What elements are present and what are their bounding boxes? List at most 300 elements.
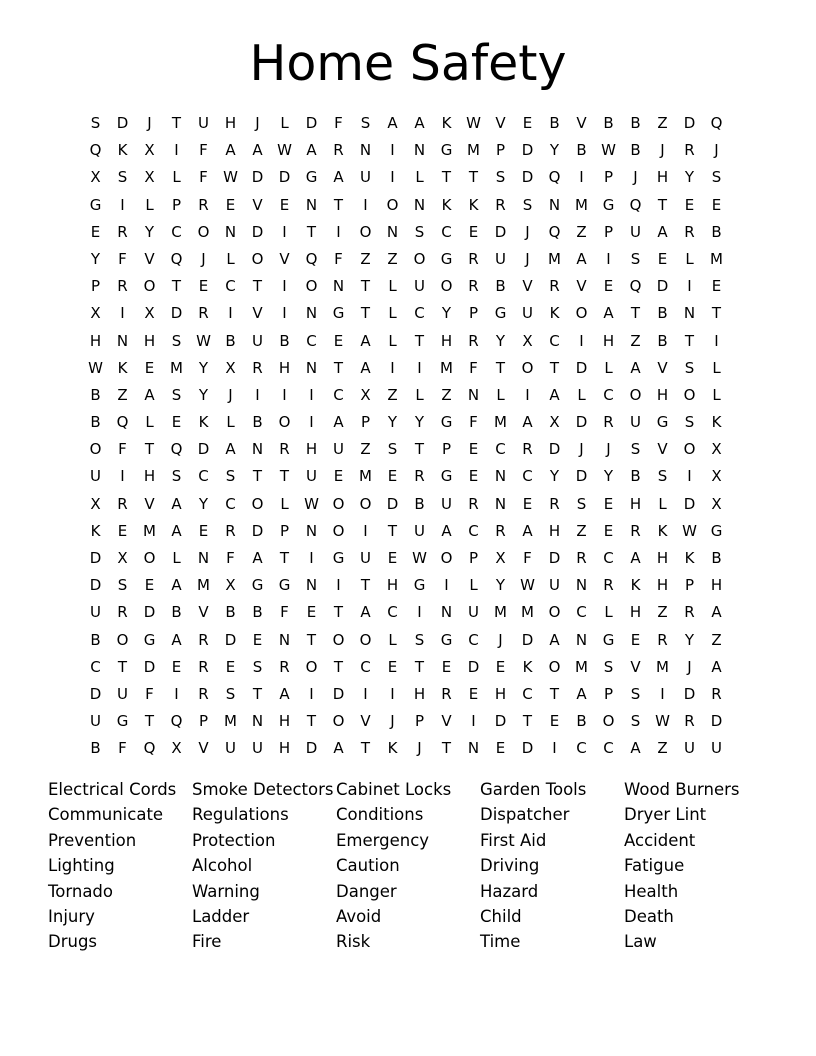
grid-letter[interactable]: K [630, 576, 641, 595]
grid-letter[interactable]: A [630, 739, 641, 758]
grid-letter[interactable]: S [684, 413, 695, 432]
grid-letter[interactable]: B [90, 385, 101, 404]
grid-letter[interactable]: V [576, 277, 587, 296]
grid-letter[interactable]: D [710, 712, 723, 731]
grid-letter[interactable]: E [441, 657, 452, 676]
grid-letter[interactable]: D [386, 494, 399, 513]
grid-letter[interactable]: A [387, 114, 398, 132]
grid-letter[interactable]: H [629, 603, 642, 622]
grid-letter[interactable]: K [90, 521, 101, 540]
grid-letter[interactable]: G [602, 195, 615, 214]
grid-letter[interactable]: X [117, 549, 128, 567]
grid-letter[interactable]: C [387, 603, 398, 622]
grid-letter[interactable]: F [118, 440, 127, 459]
grid-letter[interactable]: A [711, 603, 722, 622]
grid-letter[interactable]: I [309, 413, 314, 432]
grid-letter[interactable]: J [687, 657, 692, 676]
grid-letter[interactable]: S [387, 440, 398, 459]
grid-letter[interactable]: X [360, 385, 371, 404]
grid-letter[interactable]: V [279, 249, 290, 268]
grid-letter[interactable]: B [90, 630, 101, 649]
grid-letter[interactable]: L [388, 331, 397, 350]
grid-letter[interactable]: G [89, 195, 102, 214]
grid-letter[interactable]: E [468, 440, 479, 459]
grid-letter[interactable]: F [523, 549, 532, 567]
grid-letter[interactable]: F [199, 141, 208, 160]
grid-letter[interactable]: E [522, 114, 533, 132]
grid-letter[interactable]: H [656, 168, 669, 187]
grid-letter[interactable]: M [494, 413, 507, 432]
grid-letter[interactable]: T [171, 114, 182, 132]
grid-letter[interactable]: D [251, 168, 264, 187]
grid-letter[interactable]: Z [117, 385, 128, 404]
grid-letter[interactable]: H [440, 331, 453, 350]
grid-letter[interactable]: X [144, 141, 155, 160]
grid-letter[interactable]: X [90, 304, 101, 323]
grid-letter[interactable]: D [521, 739, 534, 758]
grid-letter[interactable]: B [225, 331, 236, 350]
grid-letter[interactable]: I [552, 739, 557, 758]
grid-letter[interactable]: T [333, 358, 344, 377]
grid-letter[interactable]: N [305, 521, 318, 540]
grid-letter[interactable]: J [633, 168, 638, 187]
grid-letter[interactable]: T [360, 576, 371, 595]
grid-letter[interactable]: P [468, 304, 479, 323]
grid-letter[interactable]: P [603, 684, 614, 703]
grid-letter[interactable]: D [143, 603, 156, 622]
grid-letter[interactable]: W [223, 168, 238, 187]
grid-letter[interactable]: F [334, 249, 343, 268]
grid-letter[interactable]: K [117, 358, 128, 377]
grid-letter[interactable]: I [120, 195, 125, 214]
grid-letter[interactable]: H [494, 684, 507, 703]
grid-letter[interactable]: V [495, 114, 506, 132]
grid-letter[interactable]: M [548, 249, 561, 268]
grid-letter[interactable]: L [577, 385, 586, 404]
grid-letter[interactable]: D [683, 114, 696, 132]
grid-letter[interactable]: G [305, 168, 318, 187]
grid-letter[interactable]: F [469, 358, 478, 377]
grid-letter[interactable]: Y [684, 630, 695, 649]
grid-letter[interactable]: O [332, 521, 345, 540]
grid-letter[interactable]: O [251, 494, 264, 513]
grid-letter[interactable]: K [117, 141, 128, 160]
grid-letter[interactable]: C [495, 440, 506, 459]
grid-letter[interactable]: X [495, 549, 506, 567]
grid-letter[interactable]: Y [198, 385, 209, 404]
grid-letter[interactable]: M [521, 603, 534, 622]
grid-letter[interactable]: P [414, 712, 425, 731]
grid-letter[interactable]: L [469, 576, 478, 595]
grid-letter[interactable]: I [579, 168, 584, 187]
grid-letter[interactable]: A [360, 358, 371, 377]
grid-letter[interactable]: O [386, 195, 399, 214]
grid-letter[interactable]: X [171, 739, 182, 758]
grid-letter[interactable]: W [601, 141, 616, 160]
grid-letter[interactable]: E [90, 222, 101, 241]
grid-letter[interactable]: U [522, 304, 533, 323]
grid-letter[interactable]: X [549, 413, 560, 432]
grid-letter[interactable]: D [305, 114, 318, 132]
grid-letter[interactable]: K [522, 657, 533, 676]
grid-letter[interactable]: D [278, 168, 291, 187]
grid-letter[interactable]: I [120, 467, 125, 486]
grid-letter[interactable]: B [171, 603, 182, 622]
grid-letter[interactable]: I [390, 168, 395, 187]
grid-letter[interactable]: O [575, 304, 588, 323]
grid-letter[interactable]: L [226, 413, 235, 432]
grid-letter[interactable]: V [576, 114, 587, 132]
grid-letter[interactable]: I [390, 358, 395, 377]
grid-letter[interactable]: V [198, 603, 209, 622]
grid-letter[interactable]: L [604, 358, 613, 377]
grid-letter[interactable]: D [575, 358, 588, 377]
grid-letter[interactable]: T [684, 331, 695, 350]
grid-letter[interactable]: A [306, 141, 317, 160]
grid-letter[interactable]: T [630, 304, 641, 323]
grid-letter[interactable]: M [197, 576, 210, 595]
grid-letter[interactable]: D [332, 684, 345, 703]
grid-letter[interactable]: T [414, 657, 425, 676]
grid-letter[interactable]: D [521, 630, 534, 649]
grid-letter[interactable]: N [413, 195, 426, 214]
grid-letter[interactable]: H [386, 576, 399, 595]
grid-letter[interactable]: X [711, 467, 722, 486]
grid-letter[interactable]: H [89, 331, 102, 350]
grid-letter[interactable]: R [468, 494, 479, 513]
grid-letter[interactable]: E [252, 630, 263, 649]
grid-letter[interactable]: T [144, 440, 155, 459]
grid-letter[interactable]: G [656, 413, 669, 432]
grid-letter[interactable]: Q [629, 195, 642, 214]
grid-letter[interactable]: B [495, 277, 506, 296]
grid-letter[interactable]: E [198, 277, 209, 296]
grid-letter[interactable]: Y [441, 304, 452, 323]
grid-letter[interactable]: G [440, 413, 453, 432]
grid-letter[interactable]: B [711, 222, 722, 241]
grid-letter[interactable]: L [145, 413, 154, 432]
grid-letter[interactable]: A [576, 684, 587, 703]
grid-letter[interactable]: N [278, 630, 291, 649]
grid-letter[interactable]: Q [170, 440, 183, 459]
grid-letter[interactable]: I [444, 576, 449, 595]
grid-letter[interactable]: N [197, 549, 210, 567]
grid-letter[interactable]: S [630, 249, 641, 268]
grid-letter[interactable]: B [711, 549, 722, 567]
grid-letter[interactable]: Q [548, 168, 561, 187]
grid-letter[interactable]: H [143, 331, 156, 350]
grid-letter[interactable]: D [197, 440, 210, 459]
grid-letter[interactable]: V [441, 712, 452, 731]
grid-letter[interactable]: P [441, 440, 452, 459]
grid-letter[interactable]: C [576, 603, 587, 622]
grid-letter[interactable]: D [494, 222, 507, 241]
grid-letter[interactable]: R [117, 222, 128, 241]
grid-letter[interactable]: V [630, 657, 641, 676]
grid-letter[interactable]: C [90, 657, 101, 676]
grid-letter[interactable]: O [143, 277, 156, 296]
grid-letter[interactable]: R [495, 195, 506, 214]
grid-letter[interactable]: I [282, 385, 287, 404]
grid-letter[interactable]: Q [629, 277, 642, 296]
grid-letter[interactable]: M [575, 195, 588, 214]
grid-letter[interactable]: N [305, 358, 318, 377]
grid-letter[interactable]: U [414, 277, 425, 296]
grid-letter[interactable]: B [414, 494, 425, 513]
grid-letter[interactable]: R [117, 494, 128, 513]
grid-letter[interactable]: I [282, 222, 287, 241]
grid-letter[interactable]: A [333, 168, 344, 187]
grid-letter[interactable]: Q [548, 222, 561, 241]
grid-letter[interactable]: E [711, 277, 722, 296]
grid-letter[interactable]: E [171, 413, 182, 432]
grid-letter[interactable]: J [579, 440, 584, 459]
grid-letter[interactable]: A [441, 521, 452, 540]
grid-letter[interactable]: V [657, 440, 668, 459]
grid-letter[interactable]: I [687, 277, 692, 296]
grid-letter[interactable]: U [414, 521, 425, 540]
grid-letter[interactable]: T [441, 739, 452, 758]
grid-letter[interactable]: I [687, 467, 692, 486]
grid-letter[interactable]: A [522, 413, 533, 432]
grid-letter[interactable]: M [359, 467, 372, 486]
grid-letter[interactable]: I [363, 195, 368, 214]
grid-letter[interactable]: L [712, 358, 721, 377]
grid-letter[interactable]: B [630, 467, 641, 486]
grid-letter[interactable]: I [525, 385, 530, 404]
grid-letter[interactable]: I [606, 249, 611, 268]
grid-letter[interactable]: Q [170, 249, 183, 268]
grid-letter[interactable]: I [174, 684, 179, 703]
grid-letter[interactable]: J [525, 249, 530, 268]
grid-letter[interactable]: R [198, 657, 209, 676]
grid-letter[interactable]: N [548, 195, 561, 214]
grid-letter[interactable]: Z [657, 603, 668, 622]
grid-letter[interactable]: T [495, 358, 506, 377]
grid-letter[interactable]: A [360, 603, 371, 622]
grid-letter[interactable]: L [712, 385, 721, 404]
grid-letter[interactable]: E [630, 630, 641, 649]
grid-letter[interactable]: O [116, 630, 129, 649]
grid-letter[interactable]: A [360, 331, 371, 350]
grid-letter[interactable]: A [630, 358, 641, 377]
grid-letter[interactable]: T [549, 358, 560, 377]
grid-letter[interactable]: U [468, 603, 479, 622]
grid-letter[interactable]: R [684, 712, 695, 731]
grid-letter[interactable]: B [252, 413, 263, 432]
grid-letter[interactable]: B [90, 739, 101, 758]
grid-letter[interactable]: T [333, 603, 344, 622]
grid-letter[interactable]: R [333, 141, 344, 160]
grid-letter[interactable]: F [145, 684, 154, 703]
grid-letter[interactable]: V [144, 249, 155, 268]
grid-letter[interactable]: S [117, 576, 128, 595]
grid-letter[interactable]: S [630, 684, 641, 703]
grid-letter[interactable]: R [198, 684, 209, 703]
grid-letter[interactable]: N [224, 222, 237, 241]
grid-letter[interactable]: M [575, 657, 588, 676]
grid-letter[interactable]: C [576, 739, 587, 758]
grid-letter[interactable]: T [522, 712, 533, 731]
grid-letter[interactable]: O [602, 712, 615, 731]
grid-letter[interactable]: S [576, 494, 587, 513]
grid-letter[interactable]: R [468, 277, 479, 296]
grid-letter[interactable]: E [522, 494, 533, 513]
grid-letter[interactable]: R [198, 195, 209, 214]
grid-letter[interactable]: U [495, 249, 506, 268]
grid-letter[interactable]: L [604, 603, 613, 622]
grid-letter[interactable]: R [198, 630, 209, 649]
grid-letter[interactable]: O [278, 413, 291, 432]
grid-letter[interactable]: C [198, 467, 209, 486]
grid-letter[interactable]: H [278, 739, 291, 758]
grid-letter[interactable]: N [413, 141, 426, 160]
grid-letter[interactable]: U [441, 494, 452, 513]
grid-letter[interactable]: H [278, 712, 291, 731]
grid-letter[interactable]: C [225, 277, 236, 296]
grid-letter[interactable]: A [252, 141, 263, 160]
grid-letter[interactable]: G [332, 549, 345, 567]
grid-letter[interactable]: Y [198, 494, 209, 513]
grid-letter[interactable]: W [412, 549, 427, 567]
grid-letter[interactable]: O [359, 494, 372, 513]
grid-letter[interactable]: S [657, 467, 668, 486]
grid-letter[interactable]: E [549, 712, 560, 731]
grid-letter[interactable]: E [306, 603, 317, 622]
grid-letter[interactable]: T [360, 304, 371, 323]
grid-letter[interactable]: R [198, 304, 209, 323]
grid-letter[interactable]: H [710, 576, 723, 595]
grid-letter[interactable]: U [333, 440, 344, 459]
grid-letter[interactable]: E [495, 657, 506, 676]
grid-letter[interactable]: Q [89, 141, 102, 160]
grid-letter[interactable]: S [711, 168, 722, 187]
grid-letter[interactable]: Q [710, 114, 723, 132]
grid-letter[interactable]: E [603, 494, 614, 513]
grid-letter[interactable]: T [144, 712, 155, 731]
grid-letter[interactable]: S [171, 467, 182, 486]
grid-letter[interactable]: T [252, 684, 263, 703]
grid-letter[interactable]: G [440, 630, 453, 649]
grid-letter[interactable]: H [656, 549, 669, 567]
grid-letter[interactable]: I [714, 331, 719, 350]
grid-letter[interactable]: U [630, 222, 641, 241]
grid-letter[interactable]: S [630, 712, 641, 731]
grid-letter[interactable]: S [252, 657, 263, 676]
grid-letter[interactable]: I [336, 576, 341, 595]
grid-letter[interactable]: O [332, 630, 345, 649]
grid-letter[interactable]: R [279, 440, 290, 459]
grid-letter[interactable]: G [332, 304, 345, 323]
grid-letter[interactable]: G [278, 576, 291, 595]
grid-letter[interactable]: G [440, 249, 453, 268]
grid-letter[interactable]: T [711, 304, 722, 323]
grid-letter[interactable]: Z [657, 114, 668, 132]
grid-letter[interactable]: P [603, 168, 614, 187]
grid-letter[interactable]: H [305, 440, 318, 459]
grid-letter[interactable]: T [306, 712, 317, 731]
grid-letter[interactable]: Y [495, 576, 506, 595]
grid-letter[interactable]: X [144, 304, 155, 323]
grid-letter[interactable]: D [656, 277, 669, 296]
grid-letter[interactable]: U [684, 739, 695, 758]
grid-letter[interactable]: A [657, 222, 668, 241]
grid-letter[interactable]: N [332, 277, 345, 296]
grid-letter[interactable]: R [576, 549, 587, 567]
grid-letter[interactable]: N [494, 467, 507, 486]
grid-letter[interactable]: O [143, 549, 156, 567]
grid-letter[interactable]: M [494, 603, 507, 622]
grid-letter[interactable]: D [521, 141, 534, 160]
grid-letter[interactable]: I [309, 684, 314, 703]
grid-letter[interactable]: K [711, 413, 722, 432]
grid-letter[interactable]: L [280, 494, 289, 513]
grid-letter[interactable]: D [224, 630, 237, 649]
grid-letter[interactable]: S [495, 168, 506, 187]
grid-letter[interactable]: R [684, 141, 695, 160]
grid-letter[interactable]: R [684, 603, 695, 622]
grid-letter[interactable]: Z [711, 630, 722, 649]
grid-letter[interactable]: S [225, 684, 236, 703]
grid-letter[interactable]: L [280, 114, 289, 132]
grid-letter[interactable]: F [118, 249, 127, 268]
grid-letter[interactable]: A [603, 304, 614, 323]
grid-letter[interactable]: D [521, 168, 534, 187]
grid-letter[interactable]: F [226, 549, 235, 567]
grid-letter[interactable]: Z [387, 385, 398, 404]
grid-letter[interactable]: B [603, 114, 614, 132]
grid-letter[interactable]: U [711, 739, 722, 758]
grid-letter[interactable]: I [390, 684, 395, 703]
grid-letter[interactable]: M [656, 657, 669, 676]
grid-letter[interactable]: R [117, 603, 128, 622]
grid-letter[interactable]: J [660, 141, 665, 160]
grid-letter[interactable]: E [603, 521, 614, 540]
grid-letter[interactable]: R [117, 277, 128, 296]
grid-letter[interactable]: D [575, 467, 588, 486]
grid-letter[interactable]: O [440, 277, 453, 296]
grid-letter[interactable]: Y [684, 168, 695, 187]
grid-letter[interactable]: H [224, 114, 237, 132]
grid-letter[interactable]: A [171, 630, 182, 649]
grid-letter[interactable]: O [440, 549, 453, 567]
grid-letter[interactable]: O [305, 657, 318, 676]
grid-letter[interactable]: J [228, 385, 233, 404]
grid-letter[interactable]: E [468, 684, 479, 703]
grid-letter[interactable]: P [684, 576, 695, 595]
grid-letter[interactable]: I [363, 684, 368, 703]
grid-letter[interactable]: X [90, 168, 101, 187]
grid-letter[interactable]: C [549, 331, 560, 350]
grid-letter[interactable]: D [143, 657, 156, 676]
grid-letter[interactable]: W [655, 712, 670, 731]
grid-letter[interactable]: A [225, 440, 236, 459]
grid-letter[interactable]: T [414, 440, 425, 459]
grid-letter[interactable]: X [711, 440, 722, 459]
grid-letter[interactable]: R [711, 684, 722, 703]
grid-letter[interactable]: N [575, 630, 588, 649]
grid-letter[interactable]: T [117, 657, 128, 676]
grid-letter[interactable]: D [89, 576, 102, 595]
grid-letter[interactable]: Z [387, 249, 398, 268]
grid-letter[interactable]: X [225, 358, 236, 377]
grid-letter[interactable]: P [198, 712, 209, 731]
grid-letter[interactable]: I [174, 141, 179, 160]
grid-letter[interactable]: R [657, 630, 668, 649]
grid-letter[interactable]: D [170, 304, 183, 323]
grid-letter[interactable]: A [144, 385, 155, 404]
grid-letter[interactable]: Z [576, 521, 587, 540]
